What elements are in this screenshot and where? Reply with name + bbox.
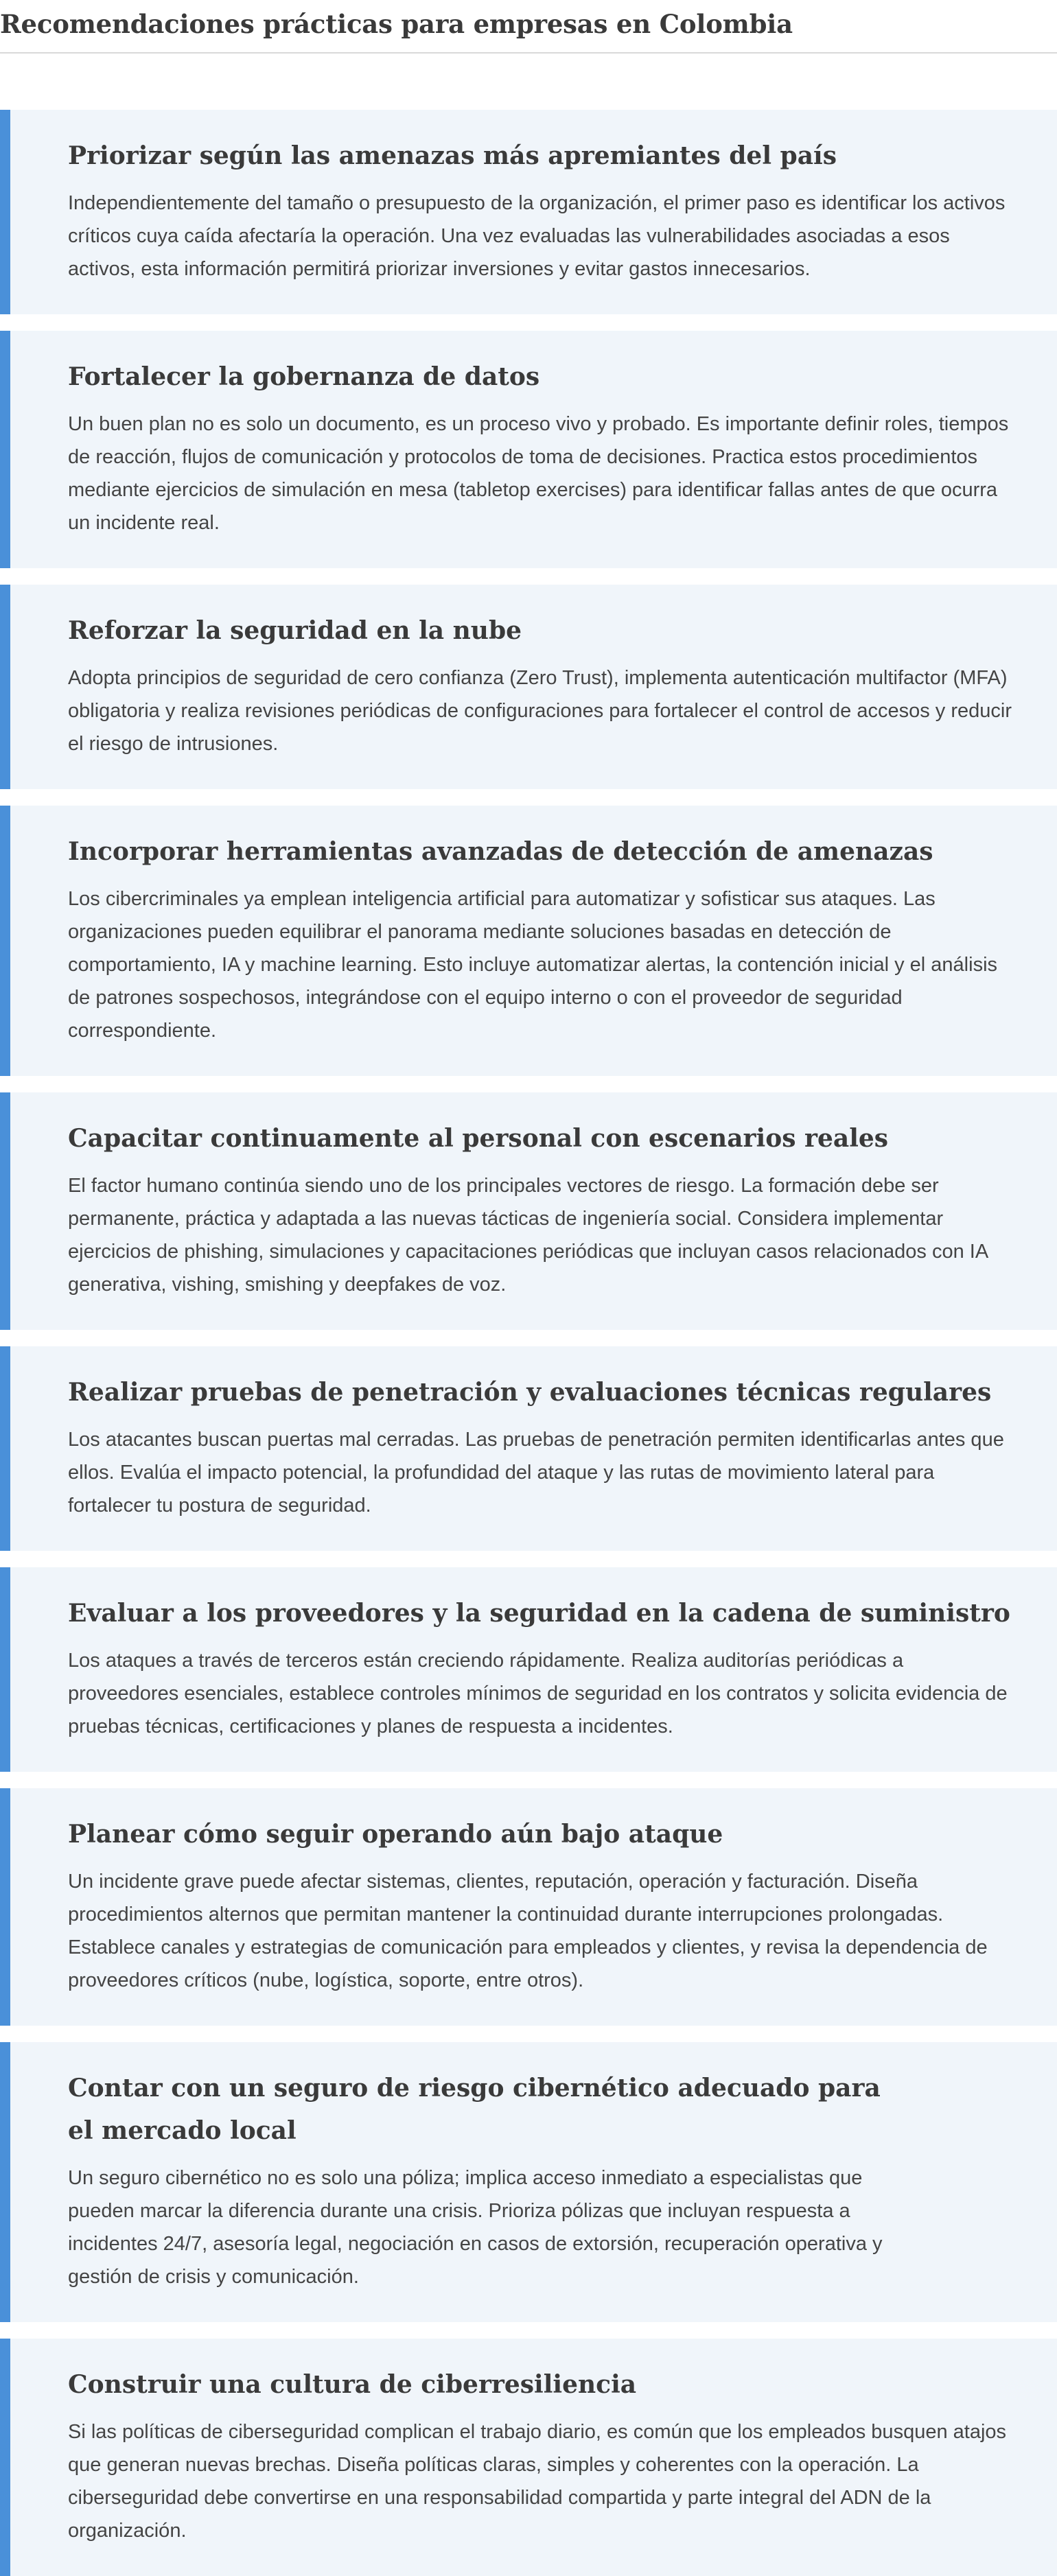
card-text: Los atacantes buscan puertas mal cerradas. Las pruebas de penetración permiten identificarlas antes que ellos. Evalúa el impacto potencial, la profundidad del ataque y las rutas de movimiento lateral para fortalecer tu postura de seguridad. [68, 1429, 1004, 1517]
page-header [0, 0, 1057, 54]
card-text: Los ataques a través de terceros están creciendo rápidamente. Realiza auditorías periódicas a proveedores esenciales, establece controles mínimos de seguridad en los contratos y solicita evidencia de pruebas técnicas, certificaciones y planes de respuesta a incidentes. [68, 1650, 1008, 1737]
recommendation-card [0, 585, 1057, 789]
card-text: Un incidente grave puede afectar sistemas, clientes, reputación, operación y facturación. Diseña procedimientos alternos que permitan mantener la continuidad durante interrupciones prolongadas. Establece canales y estrategias de comunicación para empleados y clientes, y revisa la dependencia de proveedores críticos (nube, logística, soporte, entre otros). [68, 1871, 988, 1991]
recommendation-card [0, 331, 1057, 568]
card-title: Reforzar la seguridad en la nube [68, 616, 522, 645]
card-title: Fortalecer la gobernanza de datos [68, 362, 540, 391]
recommendation-card [0, 1567, 1057, 1772]
card-title: Contar con un seguro de riesgo cibernético adecuado para el mercado local [68, 2074, 881, 2145]
card-text: Si las políticas de ciberseguridad complican el trabajo diario, es común que los empleados busquen atajos que generan nuevas brechas. Diseña políticas claras, simples y coherentes con la operación. La ciberseguridad debe convertirse en una responsabilidad compartida y parte integral del ADN de la organización. [68, 2421, 1007, 2542]
card-text: Un buen plan no es solo un documento, es un proceso vivo y probado. Es importante definir roles, tiempos de reacción, flujos de comunicación y protocolos de toma de decisiones. Practica estos procedimientos mediante ejercicios de simulación en mesa (tabletop exercises) para identificar fallas antes de que ocurra un incidente real. [68, 413, 1009, 534]
recommendation-card [0, 806, 1057, 1076]
card-title: Evaluar a los proveedores y la seguridad en la cadena de suministro [68, 1599, 1010, 1628]
card-title: Incorporar herramientas avanzadas de detección de amenazas [68, 837, 933, 866]
card-title: Planear cómo seguir operando aún bajo ataque [68, 1820, 723, 1849]
card-text: Un seguro cibernético no es solo una póliza; implica acceso inmediato a especialistas que pueden marcar la diferencia durante una crisis. Prioriza pólizas que incluyan respuesta a incidentes 24/7, asesoría legal, negociación en casos de extorsión, recuperación operativa y gestión de crisis y comunicación. [68, 2167, 883, 2288]
recommendation-card [0, 2042, 1057, 2322]
page-title: Recomendaciones prácticas para empresas en Colombia [0, 9, 793, 39]
recommendations-list [0, 54, 1057, 2576]
card-title: Priorizar según las amenazas más apremiantes del país [68, 141, 837, 170]
card-title: Capacitar continuamente al personal con escenarios reales [68, 1124, 889, 1153]
recommendation-card [0, 1092, 1057, 1330]
recommendation-card [0, 2339, 1057, 2576]
recommendation-card [0, 1788, 1057, 2026]
card-text: Los cibercriminales ya emplean inteligencia artificial para automatizar y sofisticar sus ataques. Las organizaciones pueden equilibrar el panorama mediante soluciones basadas en detección de comportamiento, IA y machine learning. Esto incluye automatizar alertas, la contención inicial y el análisis de patrones sospechosos, integrándose con el equipo interno o con el proveedor de seguridad correspondiente. [68, 888, 998, 1042]
recommendation-card [0, 1346, 1057, 1551]
recommendation-card [0, 110, 1057, 314]
card-text: Adopta principios de seguridad de cero confianza (Zero Trust), implementa autenticación multifactor (MFA) obligatoria y realiza revisiones periódicas de configuraciones para fortalecer el control de accesos y reducir el riesgo de intrusiones. [68, 667, 1012, 755]
card-text: Independientemente del tamaño o presupuesto de la organización, el primer paso es identificar los activos críticos cuya caída afectaría la operación. Una vez evaluadas las vulnerabilidades asociadas a esos activos, esta información permitirá priorizar inversiones y evitar gastos innecesarios. [68, 192, 1006, 280]
card-text: El factor humano continúa siendo uno de los principales vectores de riesgo. La formación debe ser permanente, práctica y adaptada a las nuevas tácticas de ingeniería social. Considera implementar ejercicios de phishing, simulaciones y capacitaciones periódicas que incluyan casos relacionados con IA generativa, vishing, smishing y deepfakes de voz. [68, 1175, 988, 1296]
card-title: Realizar pruebas de penetración y evaluaciones técnicas regulares [68, 1378, 992, 1407]
card-title: Construir una cultura de ciberresiliencia [68, 2370, 637, 2399]
